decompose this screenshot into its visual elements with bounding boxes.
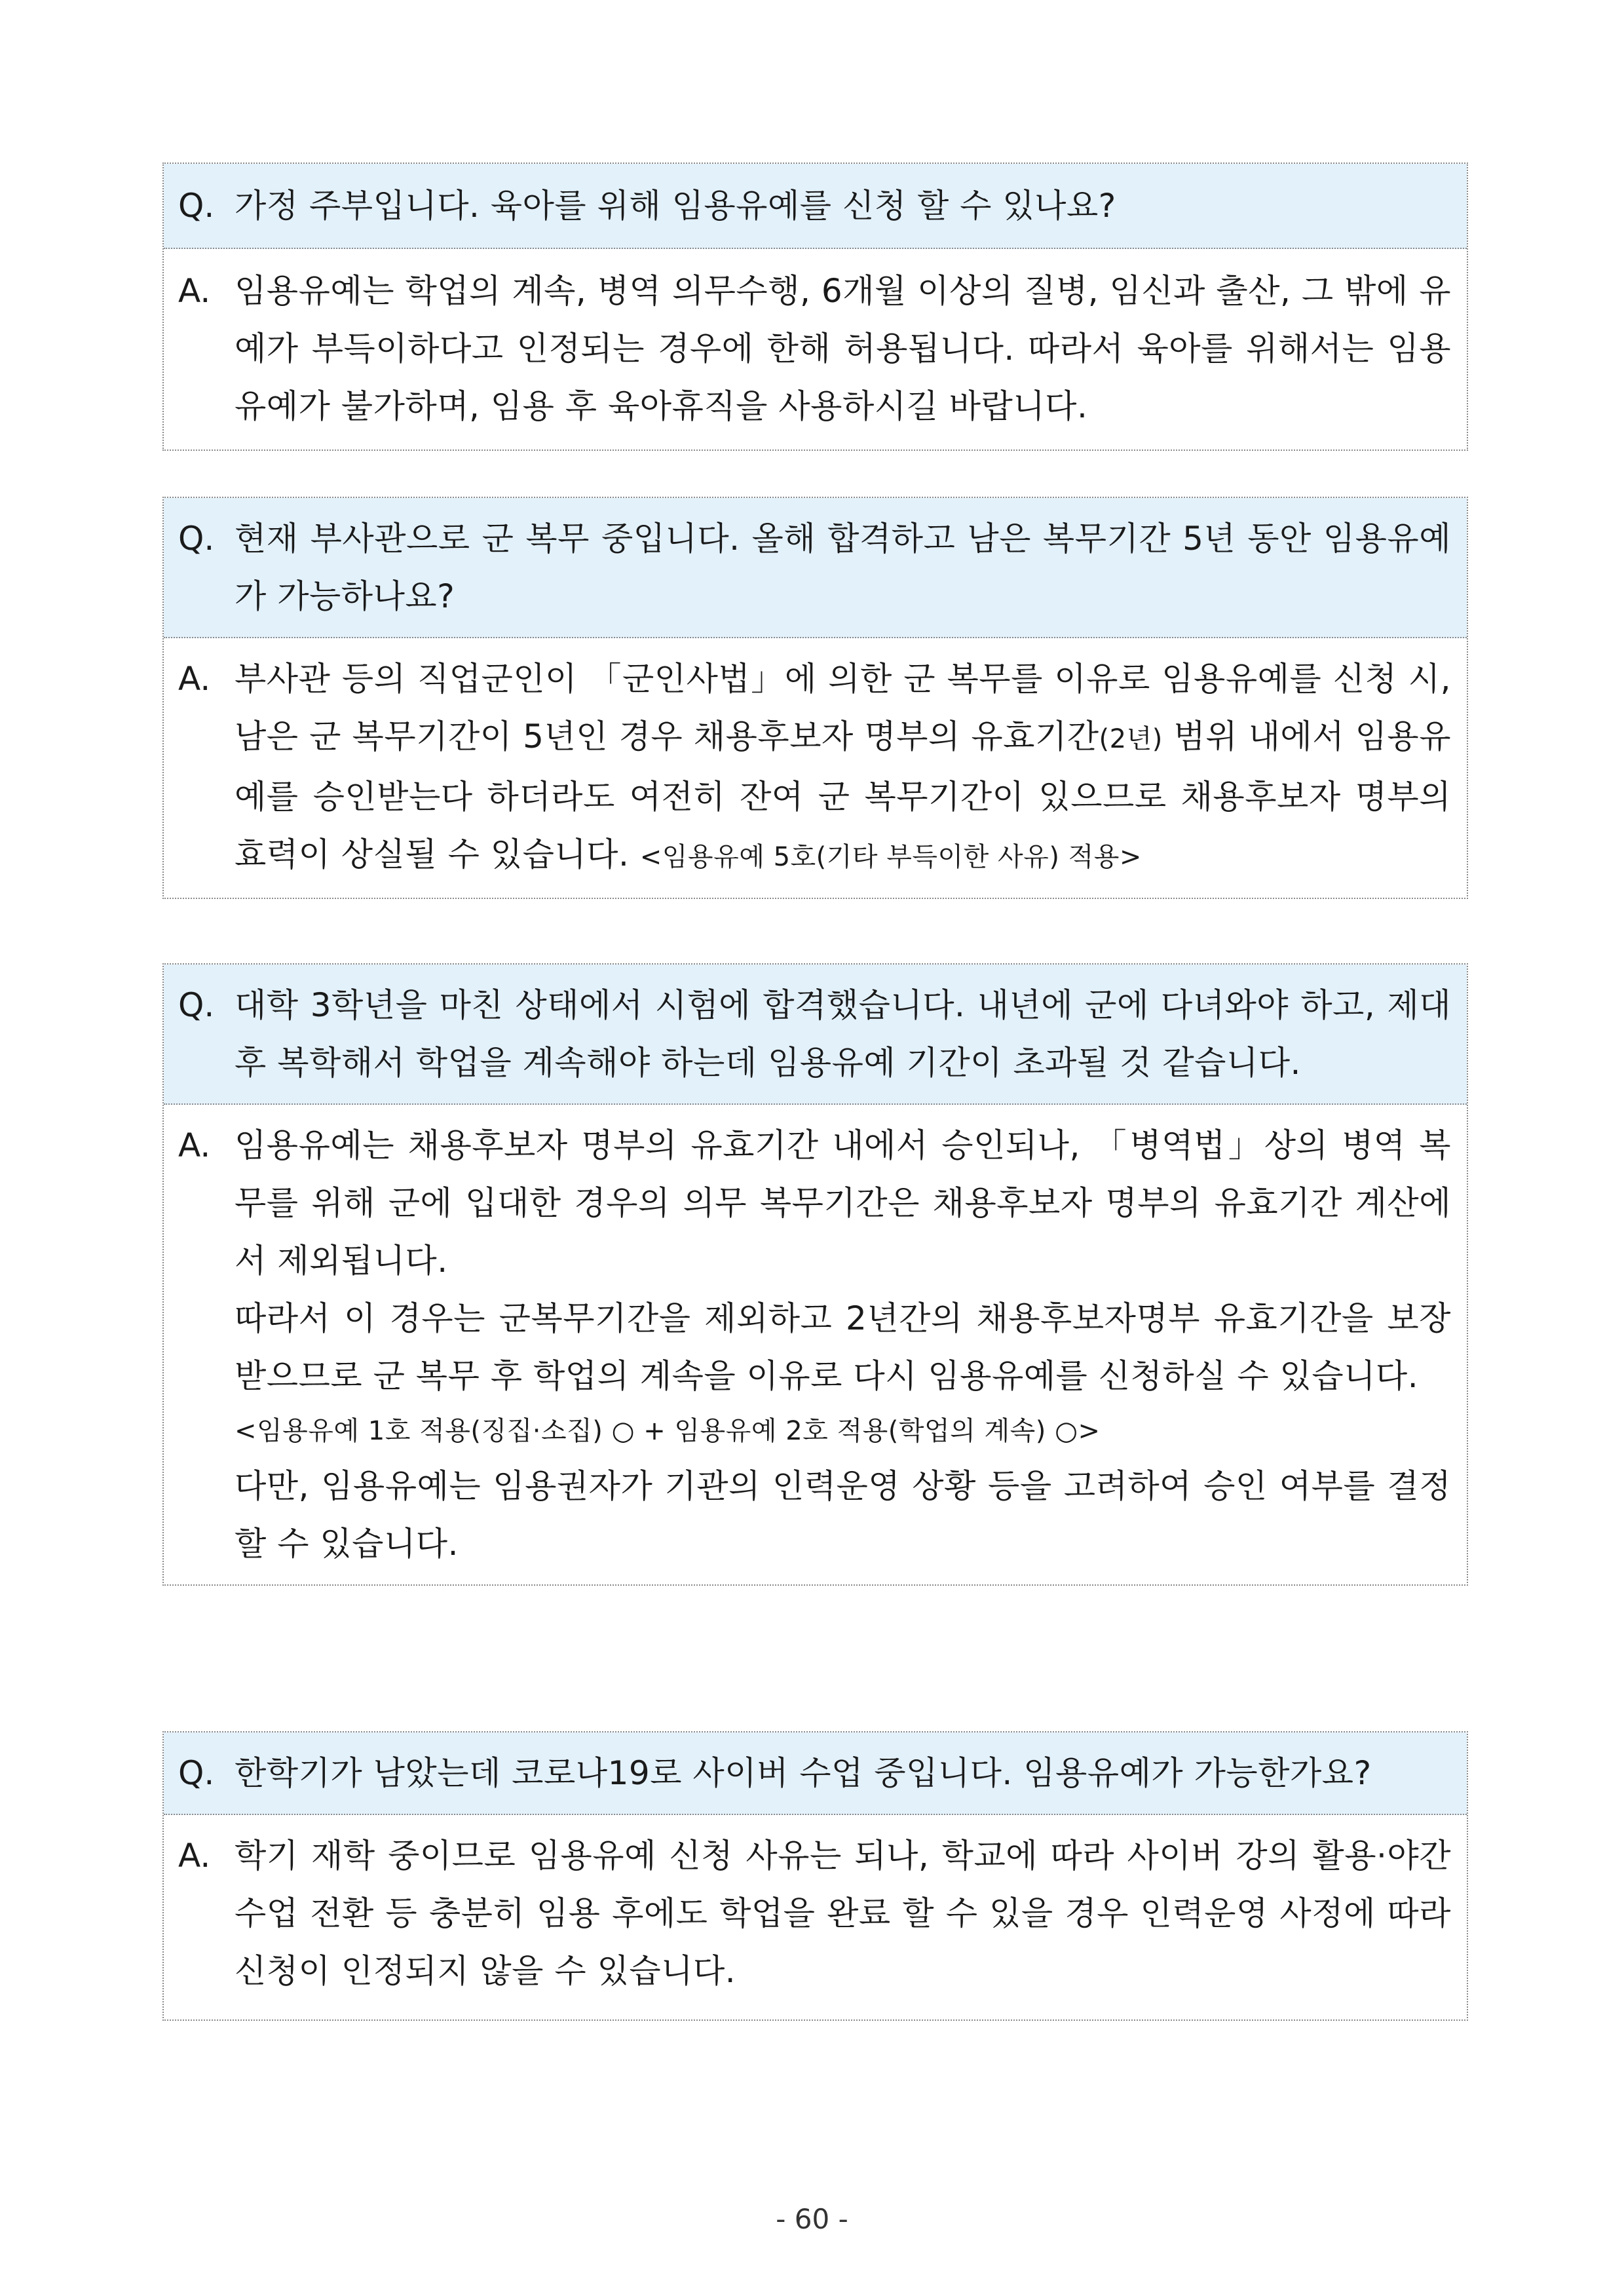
question-text: 현재 부사관으로 군 복무 중입니다. 올해 합격하고 남은 복무기간 5년 동안 임용유예가 가능하나요? (235, 520, 1451, 615)
answer-paren-text: (2년) (1099, 724, 1163, 754)
question-row (164, 164, 1467, 249)
answer-text (235, 650, 1451, 886)
answer-prefix: A. (178, 1126, 211, 1164)
question-prefix: Q. (178, 187, 215, 225)
answer-main-text: 부사관 등의 직업군인이 「군인사법」에 의한 군 복무를 이유로 임용유예를 신청 시, 남은 군 복무기간이 5년인 경우 채용후보자 명부의 유효기간 (235, 660, 1451, 756)
answer-paragraph-3: 다만, 임용유예는 임용권자가 기관의 인력운영 상황 등을 고려하여 승인 여부를 결정할 수 있습니다. (235, 1467, 1451, 1563)
answer-text: 임용유예는 학업의 계속, 병역 의무수행, 6개월 이상의 질병, 임신과 출산, 그 밖에 유예가 부득이하다고 인정되는 경우에 한해 허용됩니다. 따라서 육아를 위해서는 임용유예가 불가하며, 임용 후 육아휴직을 사용하시길 바랍니다. (235, 272, 1451, 425)
question-row (164, 1732, 1467, 1815)
answer-text: 학기 재학 중이므로 임용유예 신청 사유는 되나, 학교에 따라 사이버 강의 활용·야간수업 전환 등 충분히 임용 후에도 학업을 완료 할 수 있을 경우 인력운영 사정에 따라 신청이 인정되지 않을 수 있습니다. (235, 1837, 1451, 1990)
answer-row (164, 249, 1467, 450)
answer-mid-text: 범위 내에서 임용유예를 승인받는다 하더라도 여전히 잔여 군 복무기간이 있으므로 채용후보자 명부의 효력이 상실될 수 있습니다. (235, 718, 1451, 873)
question-prefix: Q. (178, 520, 215, 558)
qa-block-4 (162, 1731, 1468, 2021)
question-row (164, 965, 1467, 1105)
answer-paragraph-1: 임용유예는 채용후보자 명부의 유효기간 내에서 승인되나, 「병역법」상의 병역 복무를 위해 군에 입대한 경우의 의무 복무기간은 채용후보자 명부의 유효기간 계산에서 제외됩니다. (235, 1126, 1451, 1280)
answer-prefix: A. (178, 272, 211, 310)
qa-block-1 (162, 163, 1468, 451)
answer-prefix: A. (178, 660, 211, 698)
qa-block-3 (162, 963, 1468, 1586)
question-text: 가정 주부입니다. 육아를 위해 임용유예를 신청 할 수 있나요? (235, 187, 1116, 225)
qa-block-2 (162, 497, 1468, 899)
question-row (164, 498, 1467, 638)
answer-paragraph-2: 따라서 이 경우는 군복무기간을 제외하고 2년간의 채용후보자명부 유효기간을 보장받으므로 군 복무 후 학업의 계속을 이유로 다시 임용유예를 신청하실 수 있습니다. (235, 1299, 1451, 1395)
answer-text (235, 1117, 1451, 1573)
question-text: 대학 3학년을 마친 상태에서 시험에 합격했습니다. 내년에 군에 다녀와야 하고, 제대 후 복학해서 학업을 계속해야 하는데 임용유예 기간이 초과될 것 같습니다. (235, 986, 1451, 1082)
answer-row (164, 1105, 1467, 1584)
answer-row (164, 638, 1467, 898)
question-prefix: Q. (178, 986, 215, 1024)
answer-note: <임용유예 1호 적용(징집·소집) ○ + 임용유예 2호 적용(학업의 계속) ○> (235, 1416, 1101, 1446)
question-text: 한학기가 남았는데 코로나19로 사이버 수업 중입니다. 임용유예가 가능한가요? (235, 1754, 1372, 1792)
page-number: - 60 - (776, 2203, 848, 2235)
answer-note: <임용유예 5호(기타 부득이한 사유) 적용> (639, 842, 1142, 872)
answer-prefix: A. (178, 1837, 211, 1875)
answer-row (164, 1815, 1467, 2019)
question-prefix: Q. (178, 1754, 215, 1792)
